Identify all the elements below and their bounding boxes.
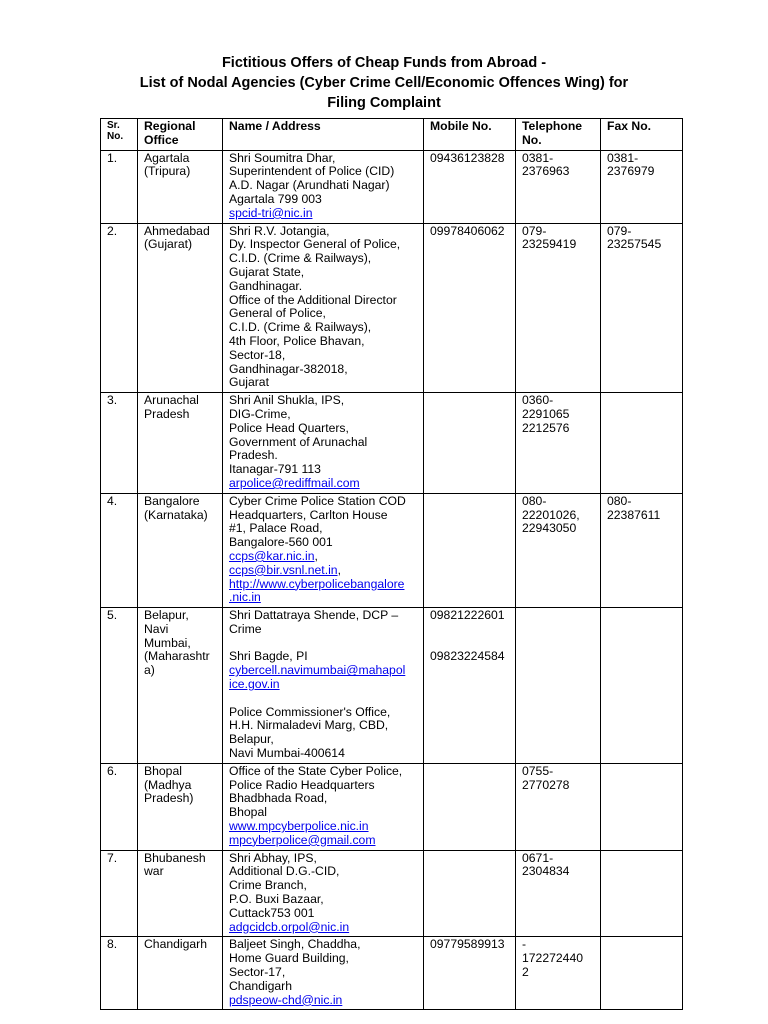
name-address-cell-line: Crime xyxy=(229,621,262,636)
header-mobile-no xyxy=(424,119,516,151)
link-suffix: , xyxy=(314,548,318,563)
regional-office-cell-line: Bhubanesh xyxy=(144,850,206,865)
telephone-cell-line: - xyxy=(522,937,527,952)
name-address-cell-line: #1, Palace Road, xyxy=(229,521,323,536)
name-address-cell-line: C.I.D. (Crime & Railways), xyxy=(229,251,372,266)
mobile-cell-line: 09779589913 xyxy=(430,937,505,952)
name-address-cell xyxy=(223,393,424,494)
telephone-cell-line: 0755- xyxy=(522,763,554,778)
name-address-cell xyxy=(223,850,424,937)
header-office-line-2: Office xyxy=(144,132,179,147)
sr-no-cell xyxy=(101,850,138,937)
contact-link[interactable]: adgcidcb.orpol@nic.in xyxy=(229,919,350,934)
name-address-cell xyxy=(223,150,424,223)
table-row xyxy=(101,223,683,393)
regional-office-cell xyxy=(138,150,223,223)
mobile-cell-line: 09821222601 xyxy=(430,608,505,623)
telephone-cell xyxy=(516,493,601,607)
name-address-cell-line: Cyber Crime Police Station COD xyxy=(229,493,406,508)
name-address-cell xyxy=(223,493,424,607)
name-address-cell-line xyxy=(229,994,418,1008)
name-address-cell-line: Gandhinagar. xyxy=(229,278,303,293)
sr-no-cell xyxy=(101,493,138,607)
mobile-cell-line: 09823224584 xyxy=(430,649,505,664)
contact-link[interactable]: ccps@bir.vsnl.net.in xyxy=(229,562,338,577)
regional-office-cell-line: Mumbai, xyxy=(144,635,191,650)
telephone-cell-line: 23259419 xyxy=(522,237,577,252)
name-address-cell-line: Itanagar-791 113 xyxy=(229,462,321,477)
telephone-cell-line: 2304834 xyxy=(522,864,570,879)
contact-link[interactable]: pdspeow-chd@nic.in xyxy=(229,992,343,1007)
telephone-cell xyxy=(516,937,601,1010)
table-row xyxy=(101,393,683,494)
document-title xyxy=(0,53,768,113)
contact-link[interactable]: ice.gov.in xyxy=(229,677,280,692)
name-address-cell-line xyxy=(229,921,418,935)
sr-no-cell xyxy=(101,763,138,850)
name-address-cell-line: Shri Soumitra Dhar, xyxy=(229,150,336,165)
sr-no-cell xyxy=(101,393,138,494)
table-row xyxy=(101,850,683,937)
regional-office-cell-line: Chandigarh xyxy=(144,937,208,952)
name-address-cell-line xyxy=(229,578,418,592)
name-address-cell-line: General of Police, xyxy=(229,306,326,321)
contact-link[interactable]: .nic.in xyxy=(229,590,261,605)
contact-link[interactable]: cybercell.navimumbai@mahapol xyxy=(229,663,406,678)
header-name-address xyxy=(223,119,424,151)
name-address-cell-line: DIG-Crime, xyxy=(229,406,291,421)
regional-office-cell-line: Ahmedabad xyxy=(144,223,210,238)
name-address-cell-line: Gujarat xyxy=(229,375,269,390)
telephone-cell-line: 22943050 xyxy=(522,521,577,536)
table-row xyxy=(101,608,683,764)
mobile-cell-line: 09978406062 xyxy=(430,223,505,238)
name-address-cell-line: Headquarters, Carlton House xyxy=(229,507,388,522)
name-address-cell-line: Agartala 799 003 xyxy=(229,191,322,206)
name-address-cell-line: Office of the Additional Director xyxy=(229,292,397,307)
link-suffix: , xyxy=(337,562,341,577)
name-address-cell-line: Shri Dattatraya Shende, DCP – xyxy=(229,608,399,623)
fax-cell-line: 23257545 xyxy=(607,237,662,252)
contact-link[interactable]: arpolice@rediffmail.com xyxy=(229,475,360,490)
mobile-cell xyxy=(424,393,516,494)
regional-office-cell-line: (Madhya xyxy=(144,777,192,792)
telephone-cell-line: 0671- xyxy=(522,850,554,865)
name-address-cell-line: Shri R.V. Jotangia, xyxy=(229,223,330,238)
mobile-cell xyxy=(424,223,516,393)
name-address-cell-line xyxy=(229,564,418,578)
fax-cell xyxy=(601,763,683,850)
telephone-cell-line: 172272440 xyxy=(522,951,584,966)
name-address-cell-line: Superintendent of Police (CID) xyxy=(229,164,395,179)
name-address-cell-line: Pradesh. xyxy=(229,448,278,463)
contact-link[interactable]: http://www.cyberpolicebangalore xyxy=(229,576,405,591)
table-row xyxy=(101,937,683,1010)
name-address-cell-line xyxy=(229,477,418,491)
regional-office-cell xyxy=(138,608,223,764)
sr-no-cell-line: 8. xyxy=(107,937,118,952)
mobile-cell xyxy=(424,763,516,850)
regional-office-cell-line: Bhopal xyxy=(144,763,182,778)
contact-link[interactable]: www.mpcyberpolice.nic.in xyxy=(229,819,369,834)
telephone-cell-line: 080- xyxy=(522,493,547,508)
regional-office-cell-line: (Karnataka) xyxy=(144,507,208,522)
regional-office-cell-line: Bangalore xyxy=(144,493,200,508)
name-address-cell-line: H.H. Nirmaladevi Marg, CBD, xyxy=(229,718,389,733)
fax-cell-line: 22387611 xyxy=(607,507,661,522)
name-address-cell-line xyxy=(229,550,418,564)
sr-no-cell-line: 3. xyxy=(107,393,118,408)
regional-office-cell xyxy=(138,393,223,494)
blank-line xyxy=(229,637,418,651)
name-address-cell-line: Government of Arunachal xyxy=(229,434,368,449)
telephone-cell-line: 079- xyxy=(522,223,547,238)
telephone-cell-line: 2376963 xyxy=(522,164,570,179)
telephone-cell xyxy=(516,763,601,850)
title-line-1: Fictitious Offers of Cheap Funds from Abroad - xyxy=(221,55,547,71)
table-row xyxy=(101,150,683,223)
header-sr-line-1: Sr. xyxy=(107,120,120,131)
name-address-cell-line: C.I.D. (Crime & Railways), xyxy=(229,320,372,335)
sr-no-cell-line: 5. xyxy=(107,608,118,623)
name-address-cell-line: Navi Mumbai-400614 xyxy=(229,746,345,761)
blank-line xyxy=(430,637,510,651)
name-address-cell-line: Bhopal xyxy=(229,805,267,820)
mobile-cell xyxy=(424,850,516,937)
header-tel-line-1: Telephone xyxy=(522,119,583,133)
name-address-cell-line xyxy=(229,820,418,834)
fax-cell-line: 2376979 xyxy=(607,164,655,179)
header-fax-label: Fax No. xyxy=(607,119,652,133)
regional-office-cell-line: Pradesh) xyxy=(144,791,194,806)
telephone-cell-line: 2 xyxy=(522,965,529,980)
fax-cell xyxy=(601,850,683,937)
regional-office-cell xyxy=(138,850,223,937)
fax-cell xyxy=(601,393,683,494)
telephone-cell-line: 22201026, xyxy=(522,507,580,522)
name-address-cell-line: 4th Floor, Police Bhavan, xyxy=(229,333,365,348)
name-address-cell-line: Belapur, xyxy=(229,732,274,747)
name-address-cell-line: Shri Bagde, PI xyxy=(229,649,308,664)
title-line-3: Filing Complaint xyxy=(327,95,441,111)
regional-office-cell-line: (Maharashtr xyxy=(144,649,210,664)
sr-no-cell xyxy=(101,937,138,1010)
telephone-cell-line: 2770278 xyxy=(522,777,570,792)
name-address-cell-line: Office of the State Cyber Police, xyxy=(229,763,403,778)
sr-no-cell xyxy=(101,608,138,764)
mobile-cell xyxy=(424,937,516,1010)
regional-office-cell-line: Pradesh xyxy=(144,406,190,421)
blank-line xyxy=(430,623,510,637)
header-tel-line-2: No. xyxy=(522,132,542,147)
fax-cell xyxy=(601,493,683,607)
name-address-cell-line xyxy=(229,834,418,848)
name-address-cell-line: Crime Branch, xyxy=(229,878,307,893)
sr-no-cell-line: 6. xyxy=(107,763,118,778)
regional-office-cell-line: (Tripura) xyxy=(144,164,191,179)
name-address-cell-line: A.D. Nagar (Arundhati Nagar) xyxy=(229,178,390,193)
name-address-cell-line: Police Commissioner's Office, xyxy=(229,704,391,719)
regional-office-cell xyxy=(138,937,223,1010)
sr-no-cell-line: 2. xyxy=(107,223,118,238)
name-address-cell-line: Gandhinagar-382018, xyxy=(229,361,348,376)
contact-link[interactable]: ccps@kar.nic.in xyxy=(229,548,315,563)
name-address-cell xyxy=(223,223,424,393)
table-row xyxy=(101,493,683,607)
name-address-cell-line: Sector-18, xyxy=(229,347,286,362)
regional-office-cell-line: (Gujarat) xyxy=(144,237,193,252)
telephone-cell-line: 2291065 xyxy=(522,406,570,421)
fax-cell xyxy=(601,150,683,223)
contact-link[interactable]: mpcyberpolice@gmail.com xyxy=(229,832,376,847)
table-body xyxy=(101,150,683,1010)
header-mobile-label: Mobile No. xyxy=(430,119,492,133)
sr-no-cell xyxy=(101,150,138,223)
fax-cell-line: 0381- xyxy=(607,150,639,165)
name-address-cell-line: Bangalore-560 001 xyxy=(229,535,333,550)
fax-cell xyxy=(601,223,683,393)
telephone-cell xyxy=(516,223,601,393)
header-sr-line-2: No. xyxy=(107,131,124,142)
mobile-cell xyxy=(424,150,516,223)
name-address-cell-line: Baljeet Singh, Chaddha, xyxy=(229,937,361,952)
regional-office-cell xyxy=(138,223,223,393)
name-address-cell-line: Additional D.G.-CID, xyxy=(229,864,340,879)
header-telephone-no xyxy=(516,119,601,151)
name-address-cell-line xyxy=(229,678,418,692)
regional-office-cell-line: war xyxy=(144,864,164,879)
telephone-cell-line: 0360- xyxy=(522,393,554,408)
regional-office-cell-line: Belapur, xyxy=(144,608,189,623)
regional-office-cell xyxy=(138,763,223,850)
sr-no-cell-line: 1. xyxy=(107,150,118,165)
fax-cell-line: 080- xyxy=(607,493,632,508)
telephone-cell-line: 0381- xyxy=(522,150,554,165)
header-regional-office xyxy=(138,119,223,151)
fax-cell xyxy=(601,937,683,1010)
regional-office-cell-line: a) xyxy=(144,663,155,678)
header-address-label: Name / Address xyxy=(229,119,321,133)
contact-link[interactable]: spcid-tri@nic.in xyxy=(229,205,313,220)
telephone-cell-line: 2212576 xyxy=(522,420,570,435)
header-office-line-1: Regional xyxy=(144,119,196,133)
name-address-cell-line xyxy=(229,664,418,678)
name-address-cell-line: Shri Anil Shukla, IPS, xyxy=(229,393,345,408)
title-line-2: List of Nodal Agencies (Cyber Crime Cell/Economic Offences Wing) for xyxy=(139,75,629,91)
telephone-cell xyxy=(516,393,601,494)
name-address-cell-line xyxy=(229,207,418,221)
name-address-cell-line: Sector-17, xyxy=(229,965,286,980)
mobile-cell-line: 09436123828 xyxy=(430,150,505,165)
name-address-cell-line: Police Radio Headquarters xyxy=(229,777,375,792)
name-address-cell-line: Chandigarh xyxy=(229,978,293,993)
name-address-cell-line: Cuttack753 001 xyxy=(229,905,315,920)
name-address-cell-line xyxy=(229,591,418,605)
mobile-cell xyxy=(424,608,516,764)
name-address-cell-line: Bhadbhada Road, xyxy=(229,791,328,806)
name-address-cell-line: Dy. Inspector General of Police, xyxy=(229,237,401,252)
telephone-cell xyxy=(516,150,601,223)
regional-office-cell-line: Arunachal xyxy=(144,393,199,408)
telephone-cell xyxy=(516,850,601,937)
mobile-cell xyxy=(424,493,516,607)
name-address-cell-line: Police Head Quarters, xyxy=(229,420,349,435)
regional-office-cell xyxy=(138,493,223,607)
sr-no-cell-line: 7. xyxy=(107,850,118,865)
sr-no-cell xyxy=(101,223,138,393)
blank-line xyxy=(229,692,418,706)
fax-cell-line: 079- xyxy=(607,223,632,238)
name-address-cell-line: P.O. Buxi Bazaar, xyxy=(229,892,324,907)
header-fax-no xyxy=(601,119,683,151)
regional-office-cell-line: Navi xyxy=(144,621,169,636)
name-address-cell-line: Home Guard Building, xyxy=(229,951,349,966)
regional-office-cell-line: Agartala xyxy=(144,150,190,165)
name-address-cell xyxy=(223,608,424,764)
telephone-cell xyxy=(516,608,601,764)
table-header-row xyxy=(101,119,683,151)
nodal-agencies-table xyxy=(100,118,683,1010)
name-address-cell-line: Gujarat State, xyxy=(229,264,305,279)
name-address-cell xyxy=(223,763,424,850)
name-address-cell xyxy=(223,937,424,1010)
fax-cell xyxy=(601,608,683,764)
sr-no-cell-line: 4. xyxy=(107,493,118,508)
table-row xyxy=(101,763,683,850)
name-address-cell-line: Shri Abhay, IPS, xyxy=(229,850,317,865)
header-sr-no xyxy=(101,119,138,151)
